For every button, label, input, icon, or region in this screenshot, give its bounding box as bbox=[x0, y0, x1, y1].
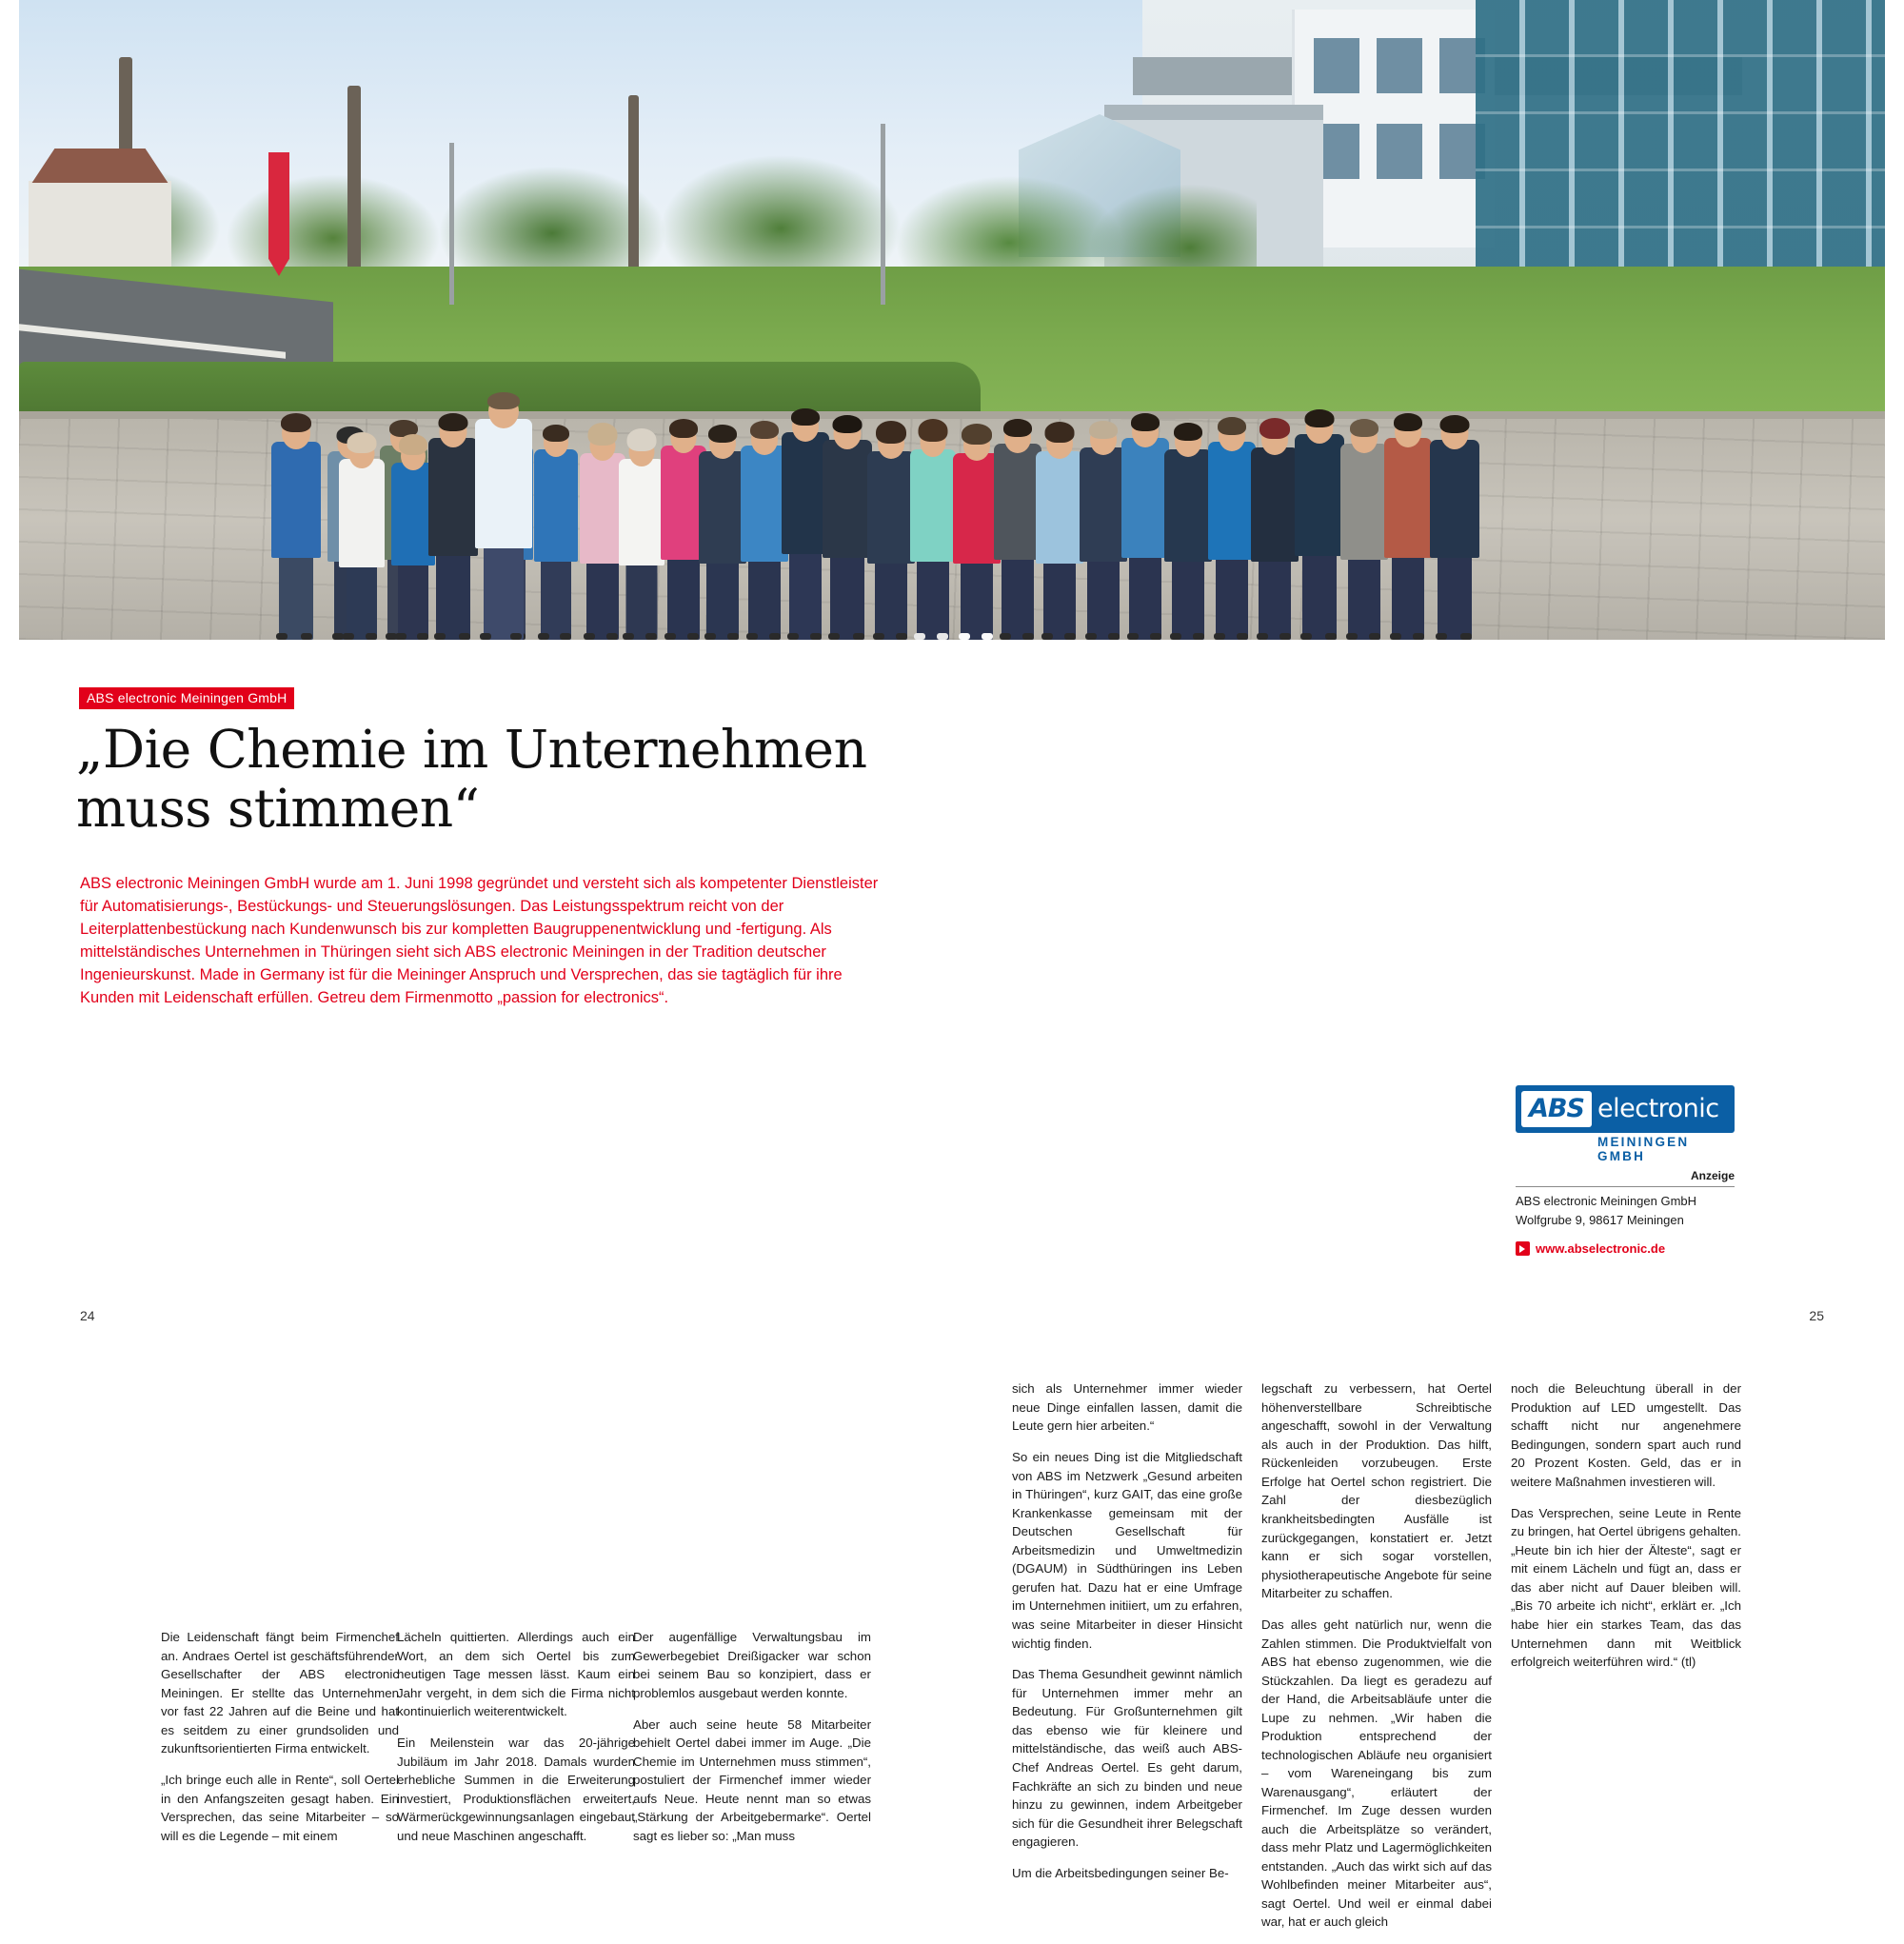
logo-subtitle: MEININGEN GMBH bbox=[1597, 1135, 1690, 1163]
paragraph: Aber auch seine heute 58 Mitarbeiter behielt Oertel dabei immer im Auge. „Die Chemie im Unternehmen muss stimmen“, postuliert der Firmenchef immer wieder aufs Neue. Heute nennt man so etwas „Stärkung der Arbeitgebermarke“. Oertel sagt es lieber so: „Man muss bbox=[633, 1716, 871, 1843]
paragraph: Das Thema Gesundheit gewinnt nämlich für Unternehmen immer mehr an Bedeutung. Für Großunternehmen gilt das ebenso wie für kleinere und mittelständische, das weiß auch ABS-Chef Andreas Oertel. Es geht darum, Fachkräfte an sich zu binden und neue hinzu zu gewinnen, indem Arbeitgeber sich für die Gesundheit ihrer Belegschaft engagieren. bbox=[1012, 1667, 1242, 1850]
website-url: www.abselectronic.de bbox=[1536, 1241, 1666, 1256]
group-photo bbox=[19, 0, 1885, 640]
article-page bbox=[0, 640, 1904, 1930]
text-column-2 bbox=[397, 1616, 635, 1858]
page-number-left: 24 bbox=[80, 1308, 95, 1323]
lead-paragraph: ABS electronic Meiningen GmbH wurde am 1. Juni 1998 gegründet und versteht sich als kompetenter Dienstleister für Automatisierungs-, Bestückungs- und Steuerungslösungen. Das Leistungsspektrum reicht von der Leiterplattenbestückung nach Kundenwunsch bis zur kompletten Baugruppenentwicklung und -fertigung. Als mittelständisches Unternehmen in Thüringen sieht sich ABS electronic Meiningen in der Tradition deutscher Ingenieurskunst. Made in Germany ist für die Meininger Anspruch und Versprechen, das sie tagtäglich für ihre Kunden mit Leidenschaft erfüllen. Getreu dem Firmenmotto „passion for electronics“. bbox=[80, 875, 879, 1006]
paragraph: Das alles geht natürlich nur, wenn die Zahlen stimmen. Die Produktvielfalt von ABS hat ebenso zugenommen, wie die Stückzahlen. Da liegt es geradezu auf der Hand, die Arbeitsabläufe unter die Lupe zu nehmen. „Wir haben die Produktion entsprechend der technologischen Abläufe neu organisiert – vom Wareneingang bis zum Warenausgang“, erläutert der Firmenchef. Im Zuge dessen wurden auch die Arbeitsplätze so verändert, dass mehr Platz und Lagermöglichkeiten entstanden. „Auch das wirkt sich auf das Wohlbefinden meiner Mitarbeiter aus“, sagt Oertel. Und weil er einmal dabei war, hat er auch gleich bbox=[1261, 1617, 1492, 1930]
employee-group bbox=[19, 0, 1885, 640]
logo-background bbox=[1516, 1085, 1735, 1133]
paragraph: Ein Meilenstein war das 20-jährige Jubiläum im Jahr 2018. Damals wurden erhebliche Summen in die Erweiterung investiert, Produktionsflächen erweitert, Wärmerückgewinnungsanlagen eingebaut und neue Maschinen angeschafft. bbox=[397, 1736, 635, 1843]
arrow-icon bbox=[1516, 1241, 1530, 1256]
paragraph: sich als Unternehmer immer wieder neue Dinge einfallen lassen, damit die Leute gern hier arbeiten.“ bbox=[1012, 1381, 1242, 1434]
paragraph: Um die Arbeitsbedingungen seiner Be- bbox=[1012, 1865, 1229, 1880]
paragraph: Der augenfällige Verwaltungsbau im Gewerbegebiet Dreißigacker war schon bei seinem Bau so konzipiert, dass er problemlos ausgebaut werden konnte. bbox=[633, 1630, 871, 1700]
paragraph: Lächeln quittierten. Allerdings auch ein Wort, an dem sich Oertel bis zum heutigen Tage messen lässt. Kaum ein Jahr vergeht, in dem sich die Firma nicht kontinuierlich weiterentwickelt. bbox=[397, 1630, 635, 1719]
text-column-5 bbox=[1261, 1367, 1492, 1944]
advertiser-website-link[interactable] bbox=[1516, 1241, 1665, 1256]
advertisement-label: Anzeige bbox=[1690, 1169, 1735, 1182]
text-column-6 bbox=[1511, 1367, 1741, 1684]
page-number-right: 25 bbox=[1809, 1308, 1824, 1323]
paragraph: noch die Beleuchtung überall in der Produktion auf LED umgestellt. Das schafft nicht nur angenehmere Bedingungen, sondern spart auch rund 20 Prozent Kosten. Geld, das er in weitere Maßnahmen investieren will. bbox=[1511, 1381, 1741, 1489]
text-column-3 bbox=[633, 1616, 871, 1858]
text-column-4 bbox=[1012, 1367, 1242, 1895]
advertiser-address bbox=[1516, 1192, 1763, 1229]
advertiser-company: ABS electronic Meiningen GmbH bbox=[1516, 1194, 1697, 1208]
logo-abs-mark: ABS bbox=[1521, 1091, 1592, 1127]
paragraph: „Ich bringe euch alle in Rente“, soll Oertel in den Anfangszeiten gesagt haben. Ein Versprechen, das seine Mitarbeiter – so will es die Legende – mit einem bbox=[161, 1773, 399, 1843]
company-tag: ABS electronic Meiningen GmbH bbox=[79, 687, 294, 709]
paragraph: Das Versprechen, seine Leute in Rente zu bringen, hat Oertel übrigens gehalten. „Heute bin ich hier der Älteste“, sagt er mit einem Lächeln und fügt an, dass er das aber nicht auf Dauer bleiben will. „Bis 70 arbeite ich nicht“, erklärt er. „Ich habe hier ein starkes Team, das das Unternehmen dann mit Weitblick erfolgreich weiterführen wird.“ (tl) bbox=[1511, 1505, 1741, 1670]
text-column-1 bbox=[161, 1616, 399, 1858]
page-title: „Die Chemie im Unternehmen muss stimmen“ bbox=[76, 719, 867, 840]
abs-electronic-logo bbox=[1516, 1085, 1735, 1163]
advertiser-street: Wolfgrube 9, 98617 Meiningen bbox=[1516, 1212, 1684, 1227]
paragraph: So ein neues Ding ist die Mitgliedschaft von ABS im Netzwerk „Gesund arbeiten in Thüringen“, kurz GAIT, das eine große Krankenkasse gemeinsam mit der Deutschen Gesellschaft für Arbeitsmedizin und Umweltmedizin (DGAUM) in Südthüringen ins Leben gerufen hat. Dazu hat er eine Umfrage im Unternehmen initiiert, um zu erfahren, was seine Mitarbeiter in dieser Hinsicht wichtig finden. bbox=[1012, 1450, 1242, 1651]
divider bbox=[1516, 1186, 1735, 1187]
paragraph: Die Leidenschaft fängt beim Firmenchef an. Andraes Oertel ist geschäftsführender Gesellschafter der ABS electronic Meiningen. Er stellte das Unternehmen vor fast 22 Jahren auf die Beine und hat es seitdem zu einer grundsoliden und zukunftsorientierten Firma entwickelt. bbox=[161, 1630, 399, 1756]
logo-wordmark: electronic bbox=[1597, 1094, 1719, 1123]
paragraph: legschaft zu verbessern, hat Oertel höhenverstellbare Schreibtische angeschafft, sowohl in der Verwaltung als auch in der Produktion. Das hilft, Rückenleiden vorzubeugen. Erste Erfolge hat Oertel schon registriert. Die Zahl der diesbezüglich krankheitsbedingten Ausfälle ist zurückgegangen, konstatiert er. Jetzt kann er sich sogar vorstellen, physiotherapeutische Angebote für seine Mitarbeiter zu schaffen. bbox=[1261, 1381, 1492, 1601]
